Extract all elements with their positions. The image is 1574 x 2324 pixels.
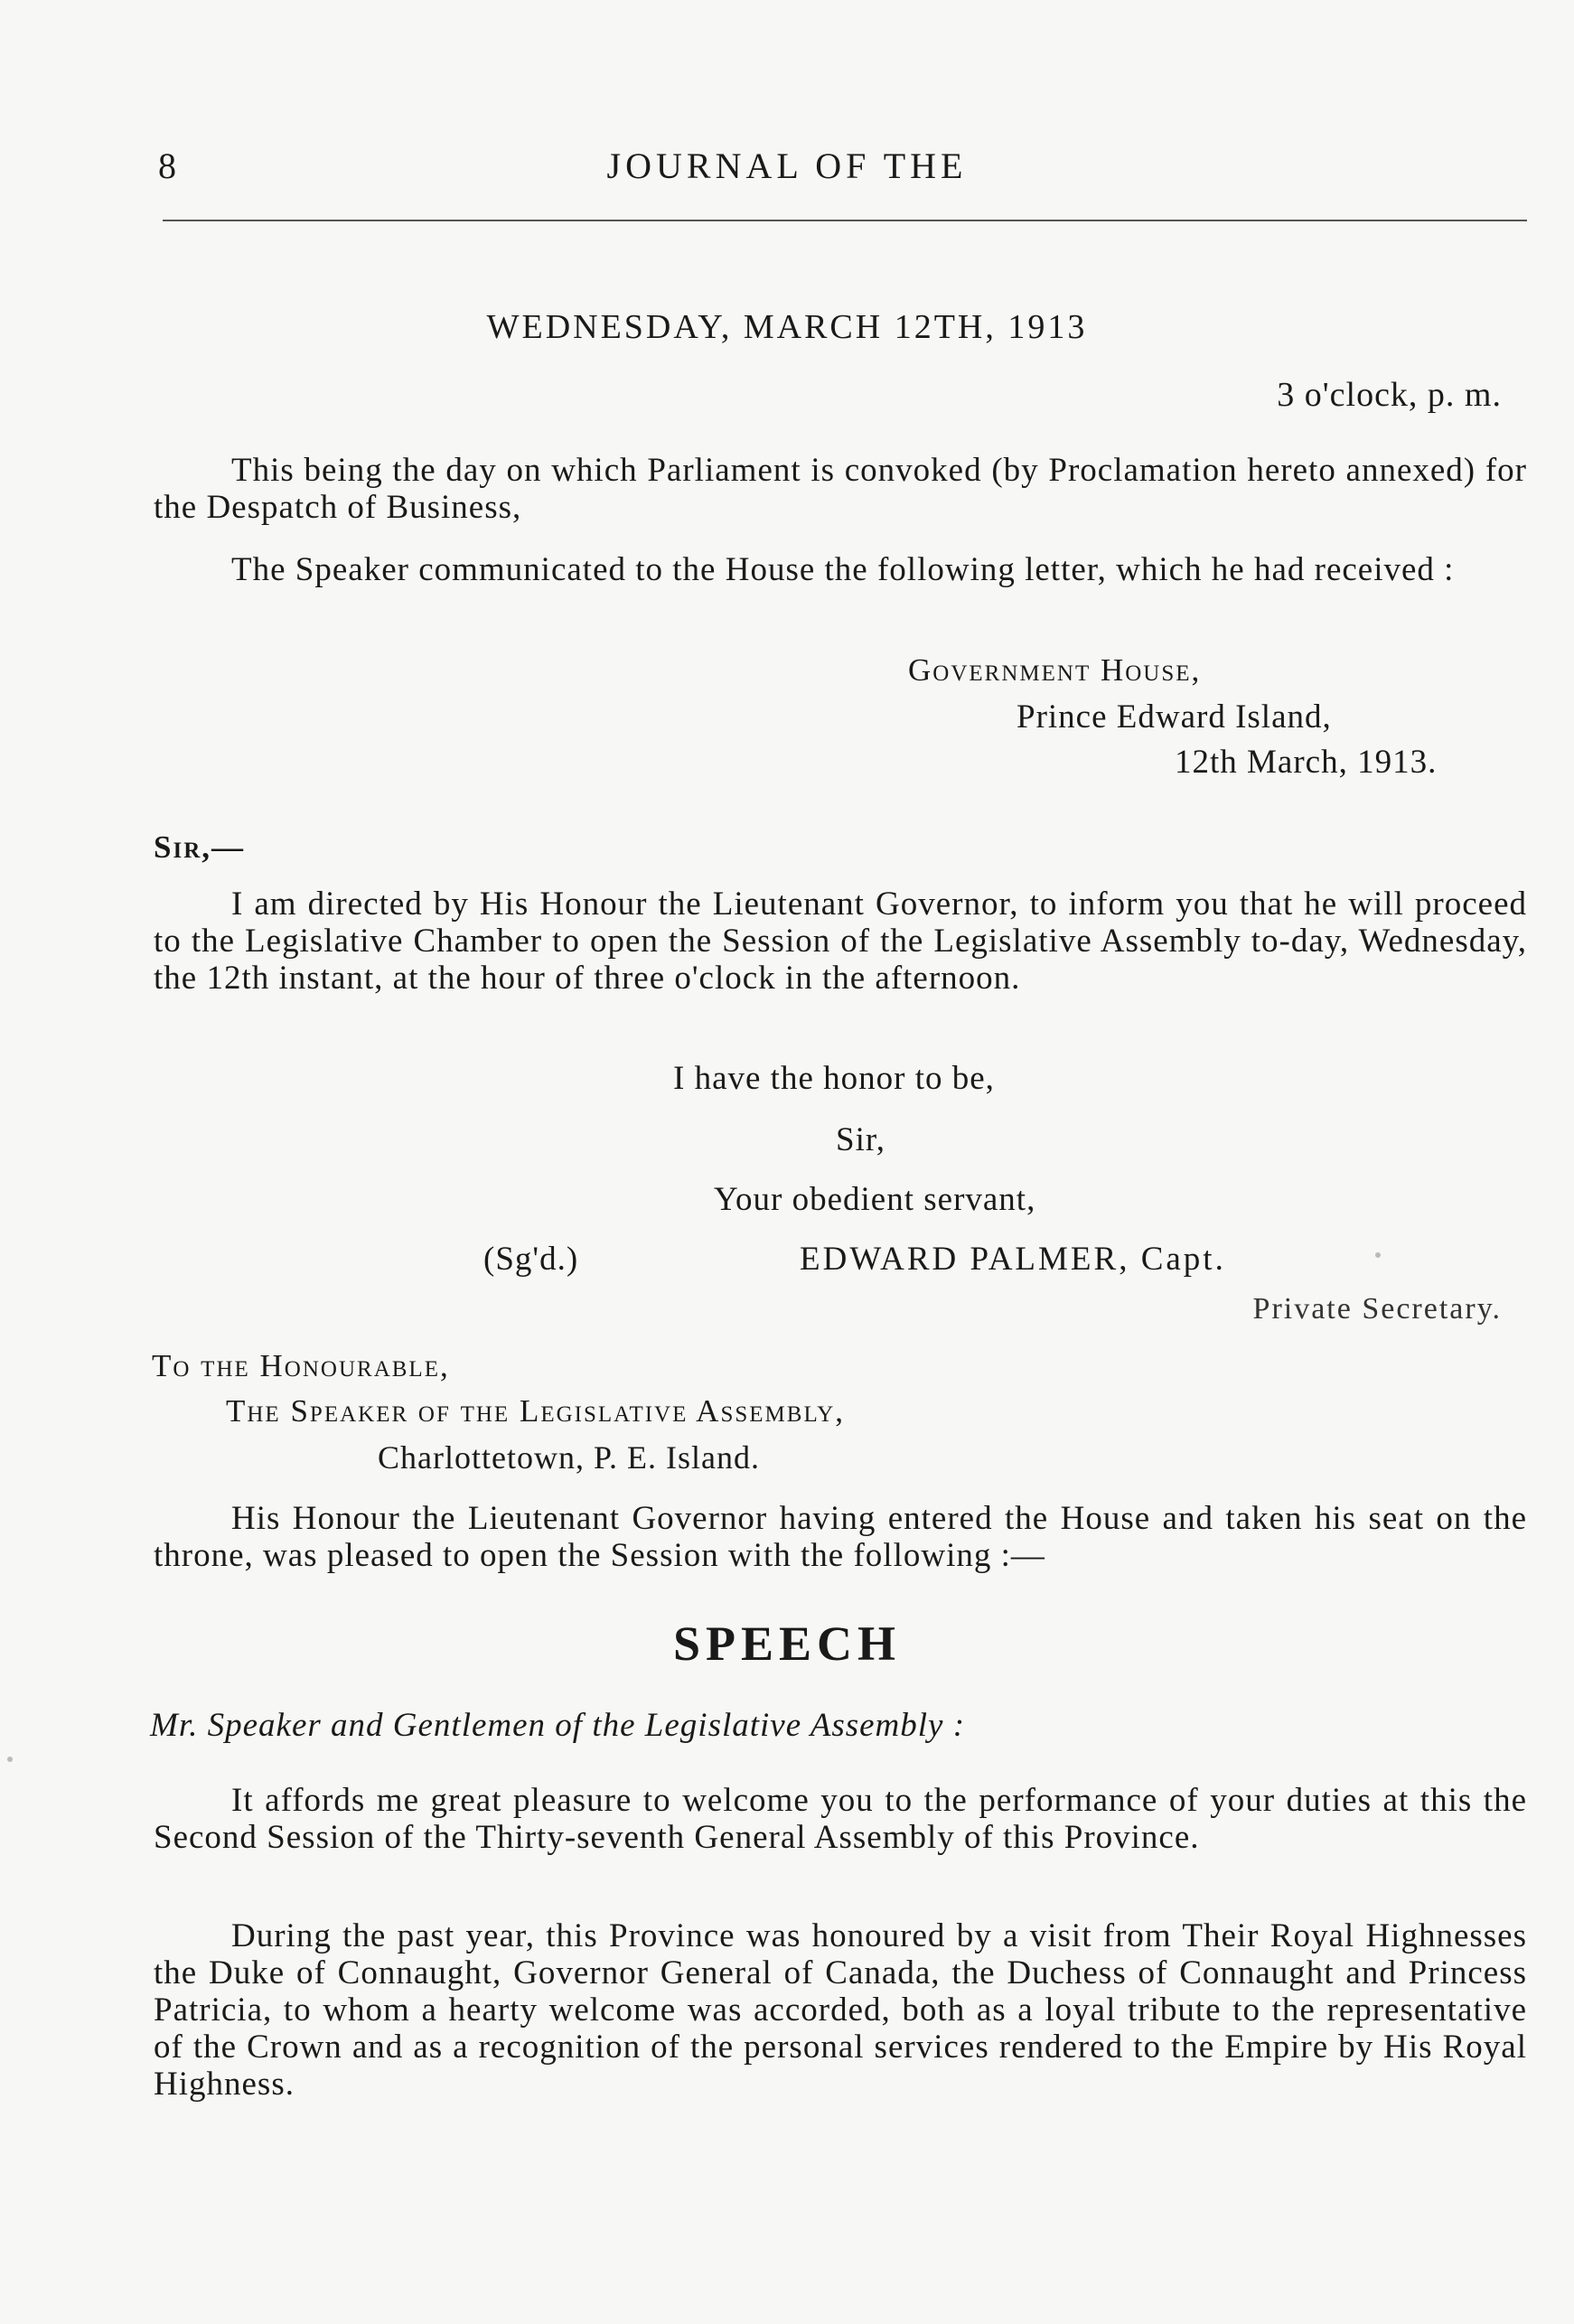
- letter-sender-line1: Government House,: [908, 652, 1202, 688]
- page-number: 8: [158, 145, 177, 186]
- addressee-line1: To the Honourable,: [152, 1348, 450, 1383]
- addressee-line2: The Speaker of the Legislative Assembly,: [226, 1393, 846, 1429]
- header-rule: [163, 220, 1527, 221]
- addressee-line3: Charlottetown, P. E. Island.: [378, 1439, 760, 1476]
- after-letter-paragraph-text: His Honour the Lieutenant Governor having entered the House and taken his seat on the throne, was pleased to open the Session with the following :—: [154, 1500, 1527, 1574]
- ink-speck: [7, 1757, 13, 1762]
- ink-speck: [1375, 1252, 1381, 1258]
- opening-paragraph-text: This being the day on which Parliament is convoked (by Proclamation hereto annexed) for the Despatch of Business,: [154, 452, 1527, 526]
- letter-body: [154, 886, 1527, 997]
- speaker-paragraph: [154, 551, 1527, 588]
- letter-body-text: I am directed by His Honour the Lieutenant Governor, to inform you that he will proceed to the Legislative Chamber to open the Session of the Legislative Assembly to-day, Wednesday, the 12th instant, at the hour of three o'clock in the afternoon.: [154, 886, 1527, 997]
- letter-date: 12th March, 1913.: [1175, 744, 1438, 781]
- signed-mark: (Sg'd.): [483, 1241, 579, 1278]
- opening-paragraph: [154, 452, 1527, 526]
- running-header-title: JOURNAL OF THE: [606, 145, 968, 186]
- speech-heading: SPEECH: [672, 1616, 902, 1671]
- signer-title: Private Secretary.: [1252, 1292, 1502, 1326]
- letter-sender-line2: Prince Edward Island,: [1017, 698, 1332, 736]
- time-line: 3 o'clock, p. m.: [1277, 376, 1502, 414]
- dateline: WEDNESDAY, MARCH 12TH, 1913: [486, 308, 1088, 346]
- speaker-paragraph-text: The Speaker communicated to the House the following letter, which he had received :: [231, 551, 1455, 588]
- speech-address: Mr. Speaker and Gentlemen of the Legislative Assembly :: [150, 1707, 966, 1744]
- after-letter-paragraph: [154, 1500, 1527, 1574]
- letter-closing2: Sir,: [836, 1121, 885, 1158]
- speech-paragraph-2-text: During the past year, this Province was honoured by a visit from Their Royal Highnesses the Duke of Connaught, Governor General of Canada, the Duchess of Connaught and Princess Patricia, to whom a hearty welcome was accorded, both as a loyal tribute to the representative of the Crown and as a recognition of the personal services rendered to the Empire by His Royal Highness.: [154, 1917, 1527, 2103]
- letter-closing3: Your obedient servant,: [714, 1181, 1036, 1218]
- letter-salutation: Sir,—: [154, 829, 245, 865]
- speech-paragraph-1-text: It affords me great pleasure to welcome you to the performance of your duties at this the Second Session of the Thirty-seventh General Assembly of this Province.: [154, 1782, 1527, 1856]
- speech-paragraph-2: [154, 1917, 1527, 2103]
- letter-closing1: I have the honor to be,: [673, 1060, 995, 1097]
- speech-paragraph-1: [154, 1782, 1527, 1856]
- signer-name: EDWARD PALMER, Capt.: [800, 1241, 1226, 1278]
